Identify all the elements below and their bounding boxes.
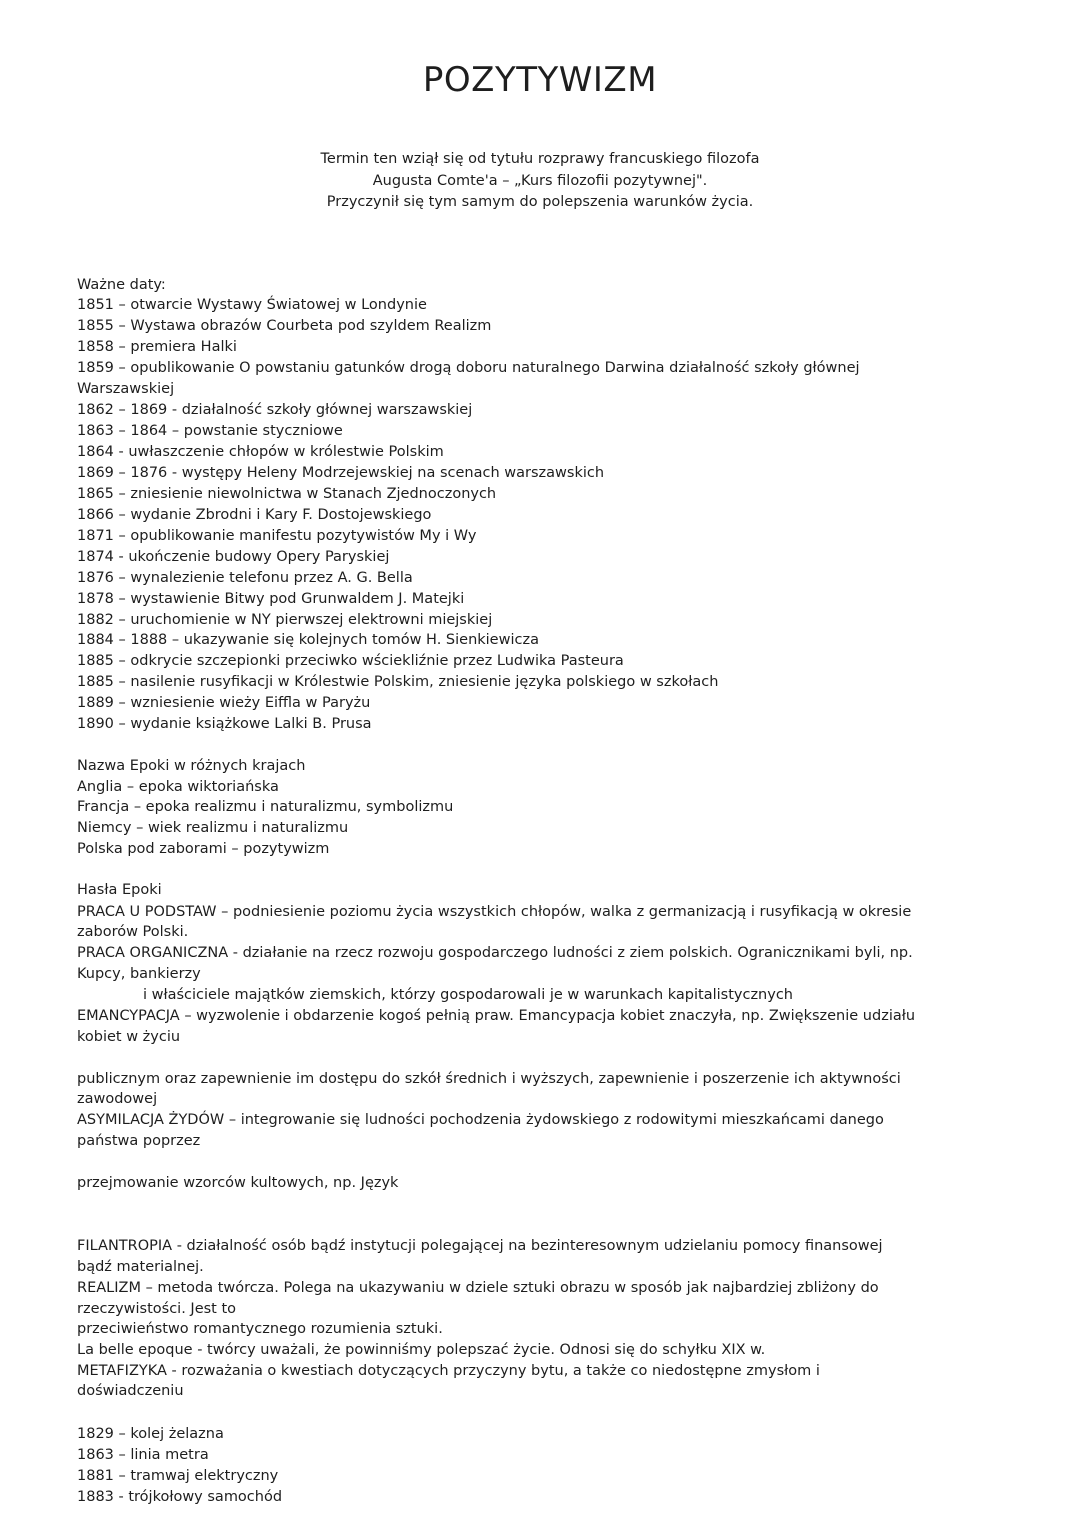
slogan-line: kobiet w życiu: [77, 1029, 181, 1045]
date-line: 1864 - uwłaszczenie chłopów w królestwie Polskim: [77, 444, 444, 460]
slogan-line: Kupcy, bankierzy: [77, 966, 201, 982]
name-line: Niemcy – wiek realizmu i naturalizmu: [77, 820, 349, 836]
slogan-line: przeciwieństwo romantycznego rozumienia sztuki.: [77, 1321, 443, 1337]
slogan-line: i właściciele majątków ziemskich, którzy gospodarowali je w warunkach kapitalistycznych: [143, 987, 793, 1003]
slogan-line: przejmowanie wzorców kultowych, np. Język: [77, 1175, 399, 1191]
date-line: 1885 – odkrycie szczepionki przeciwko wściekliźnie przez Ludwika Pasteura: [77, 653, 624, 669]
date-line: 1863 – 1864 – powstanie styczniowe: [77, 423, 343, 439]
date-line: Warszawskiej: [77, 381, 175, 397]
date-line: 1882 – uruchomienie w NY pierwszej elektrowni miejskiej: [77, 612, 493, 628]
intro-line: Termin ten wziął się od tytułu rozprawy francuskiego filozofa: [320, 151, 760, 167]
date-line: 1885 – nasilenie rusyfikacji w Królestwie Polskim, zniesienie języka polskiego w szkołach: [77, 674, 719, 690]
slogan-line: zaborów Polski.: [77, 924, 189, 940]
slogan-line: PRACA U PODSTAW – podniesienie poziomu życia wszystkich chłopów, walka z germanizacją i rusyfikacją w okresie: [77, 904, 912, 920]
invention-line: 1883 - trójkołowy samochód: [77, 1489, 283, 1505]
invention-line: 1863 – linia metra: [77, 1447, 209, 1463]
names-heading: Nazwa Epoki w różnych krajach: [77, 758, 306, 774]
date-line: 1862 – 1869 - działalność szkoły głównej warszawskiej: [77, 402, 473, 418]
slogan-line: EMANCYPACJA – wyzwolenie i obdarzenie kogoś pełnią praw. Emancypacja kobiet znaczyła, np. Zwiększenie udziału: [77, 1008, 916, 1024]
name-line: Francja – epoka realizmu i naturalizmu, symbolizmu: [77, 799, 454, 815]
slogans-heading: Hasła Epoki: [77, 882, 162, 898]
slogan-line: FILANTROPIA - działalność osób bądź instytucji polegającej na bezinteresownym udzielaniu pomocy finansowej: [77, 1238, 883, 1254]
slogan-line: ASYMILACJA ŻYDÓW – integrowanie się ludności pochodzenia żydowskiego z rodowitymi mieszkańcami danego: [77, 1112, 884, 1128]
slogan-line: bądź materialnej.: [77, 1259, 204, 1275]
invention-line: 1829 – kolej żelazna: [77, 1426, 224, 1442]
date-line: 1858 – premiera Halki: [77, 339, 237, 355]
slogan-line: METAFIZYKA - rozważania o kwestiach dotyczących przyczyny bytu, a także co niedostępne zmysłom i: [77, 1363, 820, 1379]
intro-line: Augusta Comte'a – „Kurs filozofii pozytywnej".: [372, 173, 708, 189]
date-line: 1866 – wydanie Zbrodni i Kary F. Dostojewskiego: [77, 507, 432, 523]
page-title: POZYTYWIZM: [422, 60, 658, 100]
date-line: 1865 – zniesienie niewolnictwa w Stanach Zjednoczonych: [77, 486, 497, 502]
dates-heading: Ważne daty:: [77, 277, 166, 293]
date-line: 1869 – 1876 - występy Heleny Modrzejewskiej na scenach warszawskich: [77, 465, 605, 481]
date-line: 1890 – wydanie książkowe Lalki B. Prusa: [77, 716, 372, 732]
date-line: 1851 – otwarcie Wystawy Światowej w Londynie: [77, 297, 427, 313]
date-line: 1859 – opublikowanie O powstaniu gatunków drogą doboru naturalnego Darwina działalność szkoły głównej: [77, 360, 860, 376]
date-line: 1884 – 1888 – ukazywanie się kolejnych tomów H. Sienkiewicza: [77, 632, 539, 648]
slogan-line: La belle epoque - twórcy uważali, że powinniśmy polepszać życie. Odnosi się do schyłku XIX w.: [77, 1342, 766, 1358]
date-line: 1889 – wzniesienie wieży Eiffla w Paryżu: [77, 695, 371, 711]
name-line: Anglia – epoka wiktoriańska: [77, 779, 279, 795]
intro-line: Przyczynił się tym samym do polepszenia warunków życia.: [326, 194, 754, 210]
slogan-line: PRACA ORGANICZNA - działanie na rzecz rozwoju gospodarczego ludności z ziem polskich. Ogranicznikami byli, np.: [77, 945, 913, 961]
name-line: Polska pod zaborami – pozytywizm: [77, 841, 330, 857]
date-line: 1876 – wynalezienie telefonu przez A. G. Bella: [77, 570, 413, 586]
date-line: 1874 - ukończenie budowy Opery Paryskiej: [77, 549, 390, 565]
invention-line: 1881 – tramwaj elektryczny: [77, 1468, 279, 1484]
slogan-line: doświadczeniu: [77, 1383, 184, 1399]
slogan-line: państwa poprzez: [77, 1133, 201, 1149]
date-line: 1878 – wystawienie Bitwy pod Grunwaldem J. Matejki: [77, 591, 465, 607]
slogan-line: publicznym oraz zapewnienie im dostępu do szkół średnich i wyższych, zapewnienie i poszerzenie ich aktywności: [77, 1071, 901, 1087]
slogan-line: REALIZM – metoda twórcza. Polega na ukazywaniu w dziele sztuki obrazu w sposób jak najbardziej zbliżony do: [77, 1280, 879, 1296]
slogan-line: rzeczywistości. Jest to: [77, 1301, 237, 1317]
slogan-line: zawodowej: [77, 1091, 158, 1107]
date-line: 1855 – Wystawa obrazów Courbeta pod szyldem Realizm: [77, 318, 492, 334]
date-line: 1871 – opublikowanie manifestu pozytywistów My i Wy: [77, 528, 477, 544]
